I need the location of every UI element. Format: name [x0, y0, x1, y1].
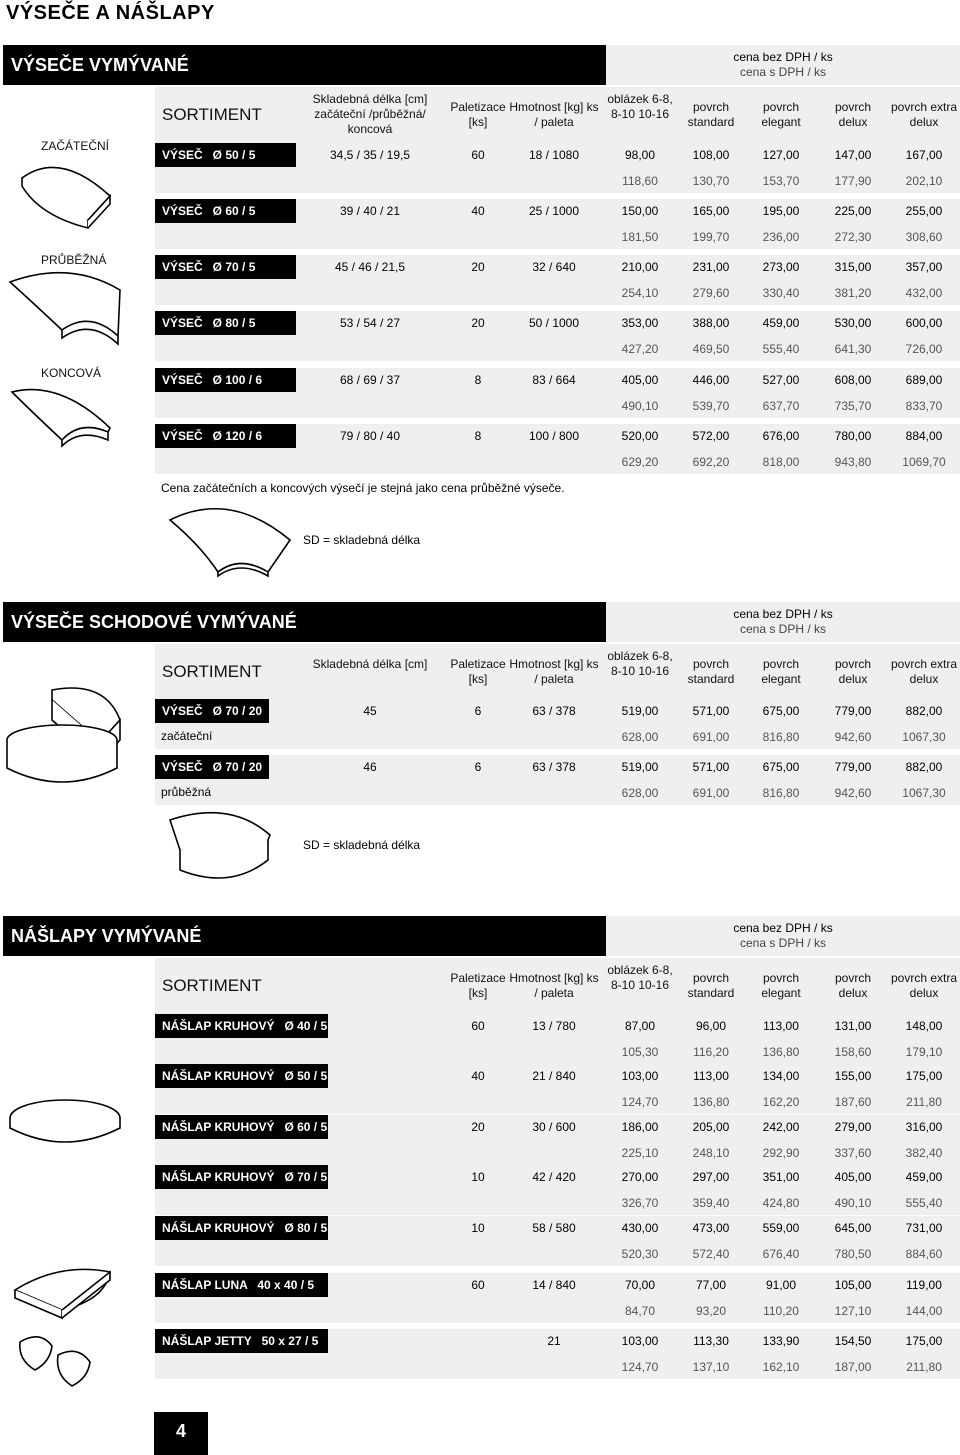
price-net: 297,00 — [692, 1170, 730, 1184]
price-equality-note: Cena začátečních a koncových výsečí je stejná jako cena průběžné výseče. — [161, 481, 565, 495]
price-net: 175,00 — [905, 1069, 943, 1083]
row-label: NÁŠLAP KRUHOVÝ Ø 40 / 5 — [155, 1014, 328, 1038]
price-net: 155,00 — [834, 1069, 872, 1083]
row-paletizace: 40 — [471, 1069, 485, 1083]
price-gross: 225,10 — [621, 1146, 659, 1160]
page-title: VÝSEČE A NÁŠLAPY — [6, 2, 215, 24]
price-net: 316,00 — [905, 1120, 943, 1134]
price-gross: 162,20 — [762, 1095, 800, 1109]
price-note-net: cena bez DPH / ks — [733, 607, 833, 621]
price-net: 113,00 — [693, 1069, 729, 1083]
row-label: NÁŠLAP KRUHOVÝ Ø 70 / 5 — [155, 1165, 328, 1189]
price-net: 645,00 — [834, 1221, 872, 1235]
price-net: 225,00 — [834, 204, 872, 218]
price-net: 103,00 — [621, 1069, 659, 1083]
row-paletizace: 20 — [471, 260, 485, 274]
price-net: 186,00 — [621, 1120, 659, 1134]
price-gross: 692,20 — [692, 455, 730, 469]
row-hmotnost: 50 / 1000 — [528, 316, 580, 330]
header-delux: povrch delux — [834, 100, 872, 129]
price-net: 103,00 — [621, 1334, 659, 1348]
price-net: 459,00 — [762, 316, 800, 330]
side-label-prubezna: PRŮBĚŽNÁ — [41, 253, 107, 267]
price-net: 353,00 — [621, 316, 659, 330]
row-sd: 45 / 46 / 21,5 — [334, 260, 406, 274]
price-net: 91,00 — [765, 1278, 797, 1292]
price-net: 882,00 — [905, 704, 943, 718]
price-gross: 490,10 — [834, 1196, 872, 1210]
price-gross: 118,60 — [622, 174, 658, 188]
price-net: 405,00 — [834, 1170, 872, 1184]
price-gross: 818,00 — [762, 455, 800, 469]
price-gross: 236,00 — [762, 230, 800, 244]
price-net: 77,00 — [695, 1278, 727, 1292]
price-gross: 490,10 — [621, 399, 659, 413]
price-gross: 211,80 — [906, 1095, 942, 1109]
row-label: NÁŠLAP KRUHOVÝ Ø 60 / 5 — [155, 1115, 328, 1139]
price-note-gross: cena s DPH / ks — [739, 936, 827, 950]
price-gross: 1067,30 — [902, 786, 946, 800]
price-gross: 424,80 — [762, 1196, 800, 1210]
price-net: 127,00 — [762, 148, 800, 162]
price-gross: 124,70 — [621, 1360, 659, 1374]
row-hmotnost: 63 / 378 — [532, 704, 576, 718]
header-paletizace: Paletizace [ks] — [450, 100, 506, 129]
price-gross: 1067,30 — [902, 730, 946, 744]
price-net: 70,00 — [624, 1278, 656, 1292]
header-extra-delux: povrch extra delux — [890, 657, 958, 686]
row-paletizace: 8 — [474, 429, 482, 443]
price-gross: 520,30 — [621, 1247, 659, 1261]
price-net: 519,00 — [621, 704, 659, 718]
row-label: NÁŠLAP JETTY 50 x 27 / 5 — [155, 1329, 328, 1353]
header-hmotnost: Hmotnost [kg] ks / paleta — [509, 971, 599, 1000]
price-net: 571,00 — [692, 760, 730, 774]
price-gross: 130,70 — [692, 174, 730, 188]
row-hmotnost: 42 / 420 — [532, 1170, 576, 1184]
price-net: 205,00 — [692, 1120, 730, 1134]
sortiment-label: SORTIMENT — [162, 662, 262, 681]
price-net: 165,00 — [692, 204, 730, 218]
price-gross: 676,40 — [762, 1247, 800, 1261]
row-label: VÝSEČ Ø 100 / 6 — [155, 368, 296, 392]
price-gross: 254,10 — [621, 286, 659, 300]
price-gross: 833,70 — [905, 399, 943, 413]
row-hmotnost: 13 / 780 — [532, 1019, 576, 1033]
row-sd: 34,5 / 35 / 19,5 — [329, 148, 411, 162]
jetty-stone-icon — [20, 1337, 52, 1370]
row-hmotnost: 21 / 840 — [532, 1069, 576, 1083]
header-hmotnost: Hmotnost [kg] ks / paleta — [509, 657, 599, 686]
price-gross: 308,60 — [905, 230, 943, 244]
price-note-net: cena bez DPH / ks — [733, 50, 833, 64]
row-hmotnost: 25 / 1000 — [528, 204, 580, 218]
price-gross: 629,20 — [621, 455, 659, 469]
sd-legend-step: SD = skladebná délka — [303, 838, 421, 852]
header-delux: povrch delux — [834, 657, 872, 686]
header-sd: Skladebná délka [cm] začáteční /průběžná/ koncová — [312, 92, 428, 136]
price-gross: 137,10 — [692, 1360, 730, 1374]
row-label: NÁŠLAP KRUHOVÝ Ø 50 / 5 — [155, 1064, 328, 1088]
row-label: VÝSEČ Ø 120 / 6 — [155, 424, 296, 448]
price-net: 357,00 — [905, 260, 943, 274]
price-net: 133,90 — [762, 1334, 800, 1348]
row-hmotnost: 100 / 800 — [528, 429, 580, 443]
price-net: 119,00 — [906, 1278, 942, 1292]
price-net: 388,00 — [692, 316, 730, 330]
price-gross: 84,70 — [624, 1304, 656, 1318]
price-note-gross: cena s DPH / ks — [739, 65, 827, 79]
price-net: 446,00 — [692, 373, 730, 387]
price-net: 98,00 — [624, 148, 656, 162]
price-net: 675,00 — [762, 704, 800, 718]
row-hmotnost: 21 — [547, 1334, 561, 1348]
price-gross: 943,80 — [834, 455, 872, 469]
price-gross: 432,00 — [905, 286, 943, 300]
price-gross: 162,10 — [762, 1360, 800, 1374]
row-paletizace: 8 — [474, 373, 482, 387]
section-title: VÝSEČE VYMÝVANÉ — [3, 45, 606, 85]
price-net: 351,00 — [762, 1170, 800, 1184]
row-sublabel: začáteční — [161, 729, 213, 743]
row-sublabel: průběžná — [161, 785, 212, 799]
price-gross: 359,40 — [692, 1196, 730, 1210]
price-net: 279,00 — [834, 1120, 872, 1134]
row-label: NÁŠLAP LUNA 40 x 40 / 5 — [155, 1273, 328, 1297]
price-net: 87,00 — [624, 1019, 656, 1033]
section-title: NÁŠLAPY VYMÝVANÉ — [3, 916, 606, 956]
price-gross: 555,40 — [762, 342, 800, 356]
price-gross: 1069,70 — [902, 455, 946, 469]
price-gross: 816,80 — [762, 730, 800, 744]
price-net: 731,00 — [905, 1221, 943, 1235]
row-hmotnost: 30 / 600 — [532, 1120, 576, 1134]
price-net: 273,00 — [762, 260, 800, 274]
price-note-gross: cena s DPH / ks — [739, 622, 827, 636]
price-net: 154,50 — [834, 1334, 872, 1348]
price-gross: 572,40 — [692, 1247, 730, 1261]
row-paletizace: 10 — [471, 1170, 485, 1184]
row-sd: 68 / 69 / 37 — [339, 373, 401, 387]
row-label: VÝSEČ Ø 50 / 5 — [155, 143, 296, 167]
row-label: VÝSEČ Ø 70 / 5 — [155, 255, 296, 279]
price-net: 675,00 — [762, 760, 800, 774]
price-gross: 628,00 — [621, 786, 659, 800]
price-net: 113,30 — [693, 1334, 729, 1348]
row-sd: 45 — [363, 704, 377, 718]
row-hmotnost: 14 / 840 — [532, 1278, 576, 1292]
header-hmotnost: Hmotnost [kg] ks / paleta — [509, 100, 599, 129]
price-gross: 780,50 — [834, 1247, 872, 1261]
price-net: 148,00 — [905, 1019, 943, 1033]
price-gross: 181,50 — [621, 230, 659, 244]
price-gross: 816,80 — [762, 786, 800, 800]
price-gross: 337,60 — [834, 1146, 872, 1160]
price-gross: 272,30 — [834, 230, 872, 244]
price-net: 96,00 — [695, 1019, 727, 1033]
row-label: VÝSEČ Ø 80 / 5 — [155, 311, 296, 335]
price-gross: 292,90 — [762, 1146, 800, 1160]
price-gross: 691,00 — [692, 786, 730, 800]
price-net: 255,00 — [905, 204, 943, 218]
price-gross: 884,60 — [905, 1247, 943, 1261]
row-label: VÝSEČ Ø 70 / 20 — [155, 755, 269, 779]
price-gross: 179,10 — [905, 1045, 943, 1059]
header-paletizace: Paletizace [ks] — [450, 657, 506, 686]
price-net: 270,00 — [621, 1170, 659, 1184]
price-net: 519,00 — [621, 760, 659, 774]
price-net: 105,00 — [834, 1278, 872, 1292]
price-net: 430,00 — [621, 1221, 659, 1235]
price-net: 150,00 — [621, 204, 659, 218]
header-oblazek: oblázek 6-8, 8-10 10-16 — [607, 92, 673, 121]
row-paletizace: 6 — [474, 704, 482, 718]
header-elegant: povrch elegant — [761, 971, 801, 1000]
price-net: 884,00 — [905, 429, 943, 443]
section-title: VÝSEČE SCHODOVÉ VYMÝVANÉ — [3, 602, 606, 642]
price-gross: 110,20 — [763, 1304, 799, 1318]
row-paletizace: 60 — [471, 1278, 485, 1292]
row-label: VÝSEČ Ø 60 / 5 — [155, 199, 296, 223]
price-gross: 555,40 — [905, 1196, 943, 1210]
row-paletizace: 60 — [471, 148, 485, 162]
price-gross: 637,70 — [762, 399, 800, 413]
price-net: 210,00 — [621, 260, 659, 274]
row-sd: 53 / 54 / 27 — [339, 316, 401, 330]
price-gross: 177,90 — [834, 174, 872, 188]
header-standard: povrch standard — [687, 657, 735, 686]
row-paletizace: 20 — [471, 316, 485, 330]
header-standard: povrch standard — [687, 100, 735, 129]
price-gross: 641,30 — [834, 342, 872, 356]
price-gross: 942,60 — [834, 730, 872, 744]
price-gross: 136,80 — [692, 1095, 730, 1109]
row-sd: 79 / 80 / 40 — [339, 429, 401, 443]
sd-legend: SD = skladebná délka — [303, 533, 421, 547]
header-oblazek: oblázek 6-8, 8-10 10-16 — [607, 649, 673, 678]
sd-diagram-icon — [170, 509, 290, 572]
price-net: 608,00 — [834, 373, 872, 387]
price-gross: 279,60 — [692, 286, 730, 300]
price-net: 530,00 — [834, 316, 872, 330]
price-net: 175,00 — [905, 1334, 943, 1348]
price-gross: 136,80 — [762, 1045, 800, 1059]
header-sd: Skladebná délka [cm] — [312, 657, 428, 671]
header-extra-delux: povrch extra delux — [890, 971, 958, 1000]
price-note-net: cena bez DPH / ks — [733, 921, 833, 935]
price-net: 473,00 — [692, 1221, 730, 1235]
price-gross: 330,40 — [762, 286, 800, 300]
sortiment-label: SORTIMENT — [162, 105, 262, 124]
price-net: 242,00 — [762, 1120, 800, 1134]
price-gross: 326,70 — [621, 1196, 659, 1210]
price-gross: 427,20 — [621, 342, 659, 356]
row-label: NÁŠLAP KRUHOVÝ Ø 80 / 5 — [155, 1216, 328, 1240]
price-gross: 144,00 — [905, 1304, 943, 1318]
price-gross: 124,70 — [621, 1095, 659, 1109]
price-gross: 187,00 — [834, 1360, 872, 1374]
price-gross: 381,20 — [834, 286, 872, 300]
price-net: 527,00 — [762, 373, 800, 387]
end-segment-icon — [12, 390, 110, 440]
price-net: 779,00 — [834, 704, 872, 718]
price-gross: 187,60 — [834, 1095, 872, 1109]
price-gross: 248,10 — [692, 1146, 730, 1160]
price-gross: 116,20 — [693, 1045, 729, 1059]
price-gross: 153,70 — [762, 174, 800, 188]
header-elegant: povrch elegant — [761, 657, 801, 686]
price-gross: 735,70 — [834, 399, 872, 413]
price-net: 459,00 — [905, 1170, 943, 1184]
price-gross: 202,10 — [905, 174, 943, 188]
row-label: VÝSEČ Ø 70 / 20 — [155, 699, 269, 723]
price-net: 315,00 — [834, 260, 872, 274]
page-number: 4 — [154, 1412, 208, 1455]
row-sd: 39 / 40 / 21 — [339, 204, 401, 218]
sortiment-label: SORTIMENT — [162, 976, 262, 995]
price-gross: 158,60 — [834, 1045, 872, 1059]
price-gross: 691,00 — [692, 730, 730, 744]
price-net: 780,00 — [834, 429, 872, 443]
row-paletizace: 6 — [474, 760, 482, 774]
price-net: 147,00 — [834, 148, 872, 162]
price-net: 571,00 — [692, 704, 730, 718]
header-paletizace: Paletizace [ks] — [450, 971, 506, 1000]
price-net: 600,00 — [905, 316, 943, 330]
header-delux: povrch delux — [834, 971, 872, 1000]
price-gross: 469,50 — [692, 342, 730, 356]
side-label-koncova: KONCOVÁ — [41, 366, 102, 380]
price-net: 520,00 — [621, 429, 659, 443]
price-net: 689,00 — [905, 373, 943, 387]
row-paletizace: 20 — [471, 1120, 485, 1134]
row-hmotnost: 83 / 664 — [532, 373, 576, 387]
price-gross: 382,40 — [905, 1146, 943, 1160]
row-paletizace: 40 — [471, 204, 485, 218]
price-net: 108,00 — [692, 148, 730, 162]
price-net: 231,00 — [692, 260, 730, 274]
price-net: 882,00 — [905, 760, 943, 774]
header-elegant: povrch elegant — [761, 100, 801, 129]
price-net: 676,00 — [762, 429, 800, 443]
row-sd: 46 — [363, 760, 377, 774]
row-hmotnost: 58 / 580 — [532, 1221, 576, 1235]
price-gross: 942,60 — [834, 786, 872, 800]
price-net: 113,00 — [763, 1019, 799, 1033]
row-paletizace: 60 — [471, 1019, 485, 1033]
price-gross: 211,80 — [906, 1360, 942, 1374]
price-net: 195,00 — [762, 204, 800, 218]
header-standard: povrch standard — [687, 971, 735, 1000]
price-net: 779,00 — [834, 760, 872, 774]
price-net: 134,00 — [762, 1069, 800, 1083]
price-net: 405,00 — [621, 373, 659, 387]
price-gross: 127,10 — [834, 1304, 872, 1318]
side-label-zacatecni: ZAČÁTEČNÍ — [41, 139, 110, 153]
row-hmotnost: 63 / 378 — [532, 760, 576, 774]
price-net: 131,00 — [834, 1019, 872, 1033]
price-gross: 628,00 — [621, 730, 659, 744]
row-hmotnost: 18 / 1080 — [528, 148, 580, 162]
price-gross: 105,30 — [621, 1045, 659, 1059]
price-gross: 726,00 — [905, 342, 943, 356]
price-net: 167,00 — [905, 148, 943, 162]
row-paletizace: 10 — [471, 1221, 485, 1235]
header-extra-delux: povrch extra delux — [890, 100, 958, 129]
header-oblazek: oblázek 6-8, 8-10 10-16 — [607, 963, 673, 992]
price-gross: 93,20 — [695, 1304, 727, 1318]
row-hmotnost: 32 / 640 — [532, 260, 576, 274]
price-gross: 539,70 — [692, 399, 730, 413]
middle-segment-icon — [10, 273, 120, 336]
price-gross: 199,70 — [692, 230, 730, 244]
price-net: 559,00 — [762, 1221, 800, 1235]
price-net: 572,00 — [692, 429, 730, 443]
